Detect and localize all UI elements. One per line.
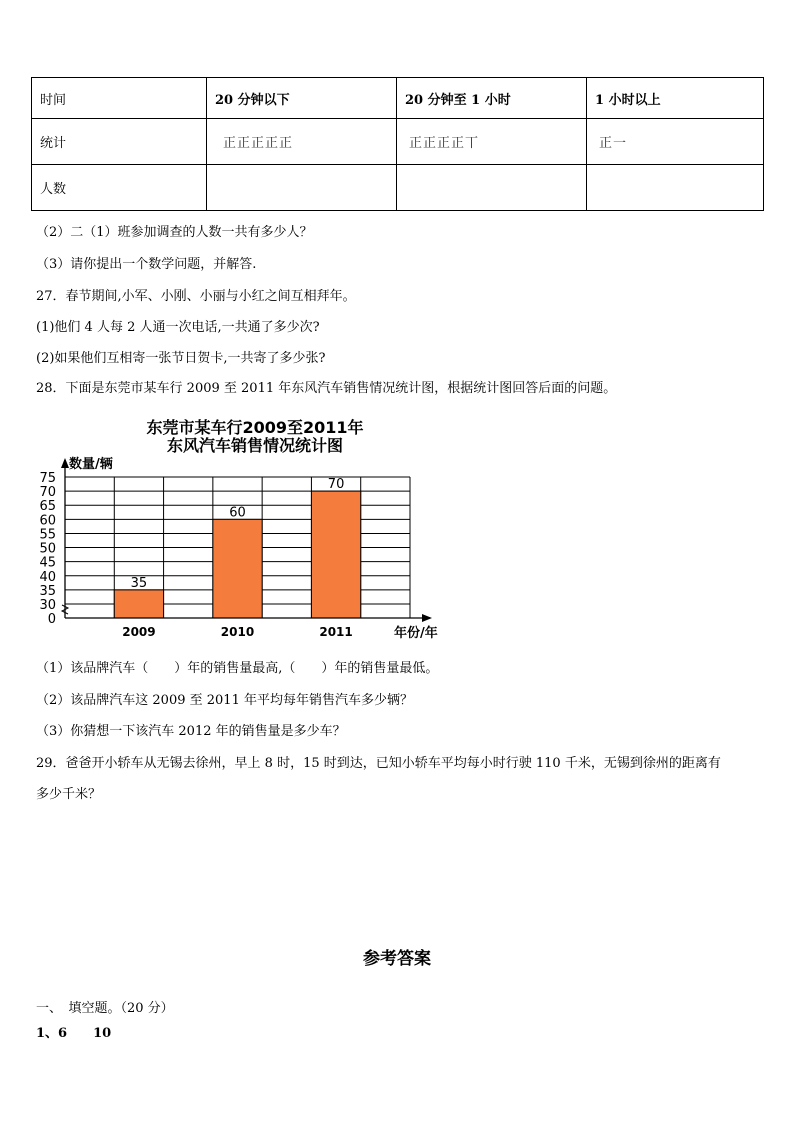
answer-1: 1、6 10: [36, 1026, 112, 1041]
y-axis-label: 数量/辆: [69, 457, 113, 472]
table-cell: 20 分钟以下: [207, 78, 397, 119]
bar-2009: [114, 590, 163, 618]
bar-2010: [213, 519, 262, 618]
axis-break-mark: [62, 605, 68, 614]
x-tick-label: 2011: [319, 625, 353, 639]
chart-title-line1: 东莞市某车行2009至2011年: [146, 418, 364, 437]
survey-table: [31, 77, 764, 211]
data-label: 70: [327, 477, 345, 493]
table-cell: 1 小时以上: [587, 78, 764, 119]
bar-2011: [311, 491, 360, 618]
question-28-3: （3）你猜想一下该汽车 2012 年的销售量是多少车？: [36, 724, 346, 739]
bar-chart: [30, 452, 470, 644]
question-29-line1: 29．爸爸开小轿车从无锡去徐州，早上 8 时，15 时到达，已知小轿车平均每小时行驶 110 千米，无锡到徐州的距离有: [36, 756, 721, 771]
section-heading: 一、 填空题。（20 分）: [36, 1001, 174, 1016]
question-29-line2: 多少千米？: [36, 787, 102, 802]
y-tick-label: 35: [39, 583, 56, 599]
y-tick-label: 45: [39, 555, 56, 571]
tally-cell: 正正正正丅: [397, 119, 587, 165]
tally-cell: 正一: [587, 119, 764, 165]
y-tick-label: 75: [39, 471, 56, 486]
question-26-2: （2）二（1）班参加调查的人数一共有多少人？: [36, 225, 313, 240]
tally-cell: 正正正正正: [207, 119, 397, 165]
y-axis-arrow: [61, 458, 69, 468]
y-tick-label: 40: [39, 569, 56, 585]
table-cell: [397, 165, 587, 211]
table-cell: 人数: [32, 165, 207, 211]
question-26-3: （3）请你提出一个数学问题，并解答.: [36, 257, 257, 272]
y-tick-label: 55: [39, 527, 56, 543]
chart-title-line2: 东风汽车销售情况统计图: [166, 436, 343, 455]
data-label: 35: [130, 575, 148, 591]
y-tick-label: 70: [39, 485, 56, 501]
x-axis-arrow: [422, 614, 432, 622]
y-tick-label: 0: [47, 612, 56, 627]
table-cell: 统计: [32, 119, 207, 165]
x-tick-label: 2010: [220, 625, 255, 639]
table-row: [32, 78, 764, 119]
question-27-2: (2)如果他们互相寄一张节日贺卡,一共寄了多少张?: [36, 351, 326, 366]
table-cell: 20 分钟至 1 小时: [397, 78, 587, 119]
question-28: 28．下面是东莞市某车行 2009 至 2011 年东风汽车销售情况统计图，根据统计图回答后面的问题。: [36, 381, 617, 396]
y-tick-label: 65: [39, 499, 56, 515]
data-label: 60: [229, 505, 246, 521]
table-row: [32, 119, 764, 165]
question-27-1: (1)他们 4 人每 2 人通一次电话,一共通了多少次?: [36, 320, 320, 335]
x-axis-label: 年份/年: [394, 626, 438, 641]
y-tick-label: 30: [39, 598, 56, 613]
y-tick-label: 60: [39, 513, 56, 529]
question-28-2: （2）该品牌汽车这 2009 至 2011 年平均每年销售汽车多少辆？: [36, 693, 413, 708]
table-cell: [207, 165, 397, 211]
question-27: 27．春节期间,小军、小刚、小丽与小红之间互相拜年。: [36, 289, 356, 304]
answer-title: 参考答案: [363, 949, 431, 969]
question-28-1: （1）该品牌汽车（ ）年的销售量最高,（ ）年的销售量最低。: [36, 661, 439, 676]
table-cell: 时间: [32, 78, 207, 119]
y-tick-label: 50: [39, 541, 56, 557]
table-row: [32, 165, 764, 211]
x-tick-label: 2009: [122, 625, 156, 639]
table-cell: [587, 165, 764, 211]
